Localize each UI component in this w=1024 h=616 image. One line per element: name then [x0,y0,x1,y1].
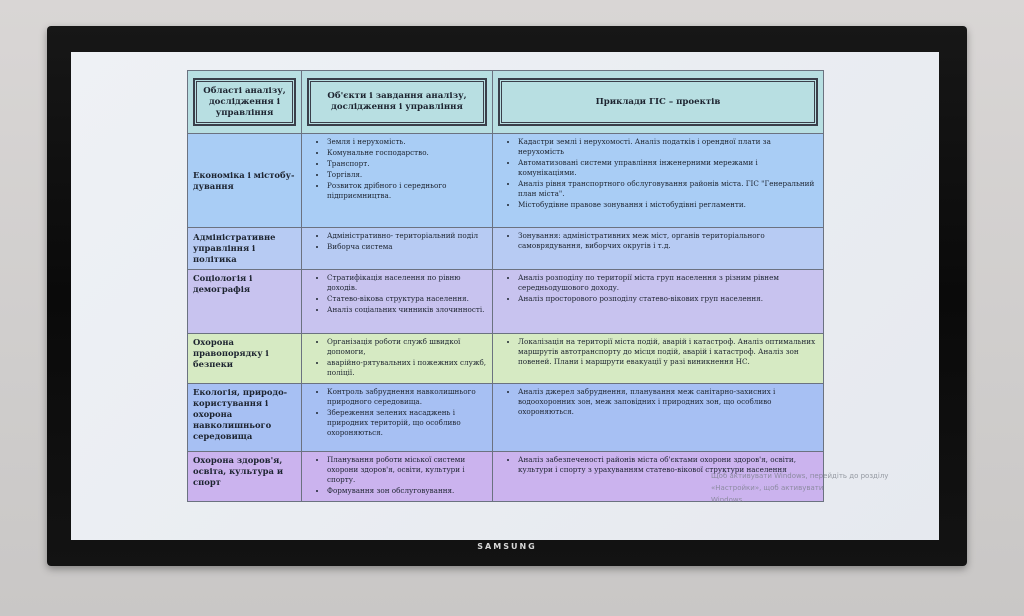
gis-table [187,70,824,502]
list-item: • Виборча система [327,242,487,252]
list-item: • Статево-вікова структура населення. [327,294,487,304]
objects-cell [302,384,493,452]
examples-cell [493,334,824,384]
table-header-row [188,71,824,134]
list-item: • Торгівля. [327,170,487,180]
examples-cell [493,134,824,228]
list-item: • Збереження зелених насаджень і природних територій, що особливо охороняються. [327,408,487,438]
list-item: • Аналіз просторового розподілу статево-вікових груп населення. [518,294,818,304]
objects-cell [302,228,493,270]
header-cell-areas: Області аналізу, дослідження і управління [188,71,302,134]
list-item: • Аналіз рівня транспортного обслуговування районів міста. ГІС "Генеральний план міста". [518,179,818,199]
objects-cell [302,134,493,228]
objects-cell [302,452,493,502]
list-item: • Зонування: адміністративних меж міст, органів територіального самоврядування, виборчих округів і т.д. [518,231,818,251]
examples-cell [493,384,824,452]
table-row [188,134,824,228]
list-item: • Містобудівне правове зонування і містобудівні регламенти. [518,200,818,210]
list-item: • Аналіз розподілу по території міста груп населення з різним рівнем середньодушового доходу. [518,273,818,293]
area-cell: Адміністративне управління і політика [188,228,302,270]
area-cell: Економіка і містобу-дування [188,134,302,228]
area-cell: Екологія, природо-користування і охорона навколишнього середовища [188,384,302,452]
list-item: • Аналіз соціальних чинників злочинності. [327,305,487,315]
list-item: • Земля і нерухомість. [327,137,487,147]
monitor-screen [71,52,939,540]
list-item: • Аналіз забезпеченості районів міста об'єктами охорони здоров'я, освіти, культури і спорту з урахуванням статево-вікової структури населення [518,455,818,475]
list-item: • Організація роботи служб швидкої допомоги, [327,337,487,357]
list-item: • Автоматизовані системи управління інженерними мережами і комунікаціями. [518,158,818,178]
area-cell: Охорона здоров'я, освіта, культура и спорт [188,452,302,502]
list-item: • аварійно-рятувальних і пожежних служб, поліції. [327,358,487,378]
list-item: • Контроль забруднення навколишнього природного середовища. [327,387,487,407]
list-item: • Адміністративно- територіальний поділ [327,231,487,241]
list-item: • Розвиток дрібного і середнього підприємництва. [327,181,487,201]
table-row [188,228,824,270]
list-item: • Планування роботи міської системи охорони здоров'я, освіти, культури і спорту. [327,455,487,485]
table-row [188,384,824,452]
table-row [188,334,824,384]
monitor-brand-logo: SAMSUNG [477,542,537,551]
examples-cell [493,270,824,334]
examples-cell [493,228,824,270]
list-item: • Стратифікація населення по рівню доходів. [327,273,487,293]
list-item: • Формування зон обслуговування. [327,486,487,496]
objects-cell [302,334,493,384]
area-cell: Соціологія і демографія [188,270,302,334]
header-cell-examples: Приклади ГІС – проектів [493,71,824,134]
list-item: • Транспорт. [327,159,487,169]
header-cell-objects: Об'єкти і завдання аналізу, дослідження і управління [302,71,493,134]
windows-activation-watermark: Щоб активувати Windows, перейдіть до розділу «Настройки», щоб активувати Windows. [711,472,889,504]
list-item: • Аналіз джерел забруднення, планування меж санітарно-захисних і водоохоронних зон, меж заповідних і природних зон, що особливо охороняються. [518,387,818,417]
list-item: • Комунальне господарство. [327,148,487,158]
table-row [188,270,824,334]
area-cell: Охорона правопорядку і безпеки [188,334,302,384]
objects-cell [302,270,493,334]
list-item: • Кадастри землі і нерухомості. Аналіз податків і орендної плати за нерухомість [518,137,818,157]
list-item: • Локалізація на території міста подій, аварій і катастроф. Аналіз оптимальних маршрутів автотранспорту до місця подій, аварій і катастроф. Аналіз зон повеней. Плани і маршрути евакуації у разі виникнення НС. [518,337,818,367]
